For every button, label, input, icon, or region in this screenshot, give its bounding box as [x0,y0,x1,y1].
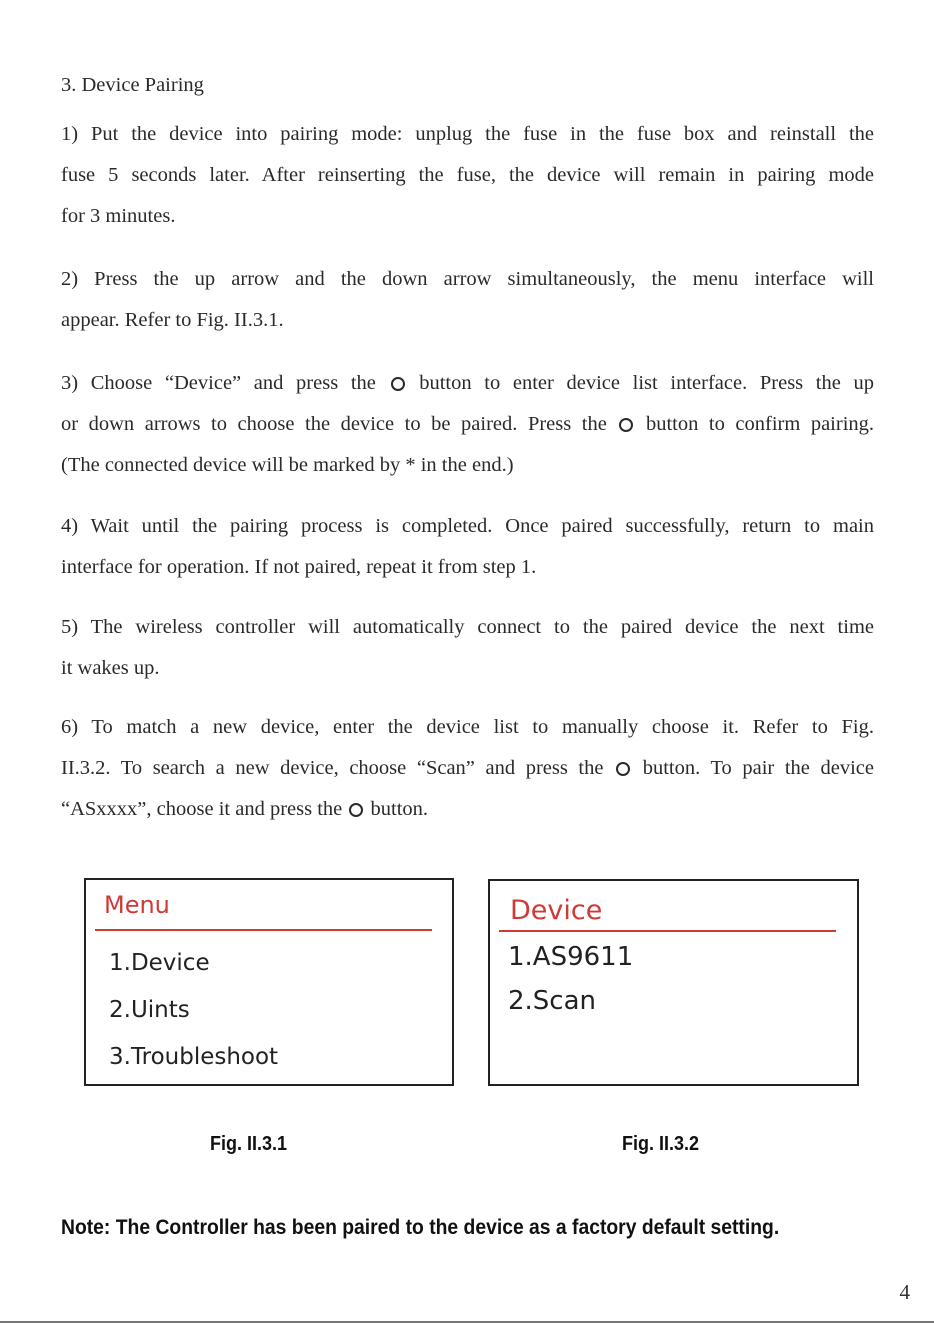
paragraph-6-line [61,789,874,830]
paragraph-2-line: appear. Refer to Fig. II.3.1. [61,309,284,331]
paragraph-6-line [61,748,874,789]
circle-button-icon [616,762,630,776]
paragraph-3-line [61,363,874,404]
device-screen-figure [488,879,859,1086]
paragraph-3-text: button to confirm pairing. [645,413,875,435]
paragraph-6 [61,707,874,830]
paragraph-3-line: (The connected device will be marked by * in the end.) [61,454,514,476]
menu-item-troubleshoot: 3.Troubleshoot [109,1044,279,1070]
paragraph-4-line: interface for operation. If not paired, repeat it from step 1. [61,556,537,578]
paragraph-3-text: or down arrows to choose the device to be paired. Press the [61,413,607,435]
figure-caption-1: Fig. II.3.1 [210,1133,288,1155]
menu-screen-divider [95,929,432,931]
section-title: 3. Device Pairing [61,74,204,96]
menu-screen-figure [84,878,454,1086]
paragraph-1-line: 1) Put the device into pairing mode: unplug the fuse in the fuse box and reinstall the [61,123,874,145]
paragraph-4-line: 4) Wait until the pairing process is completed. Once paired successfully, return to main [61,515,874,537]
paragraph-5-line: 5) The wireless controller will automatically connect to the paired device the next time [61,616,874,638]
paragraph-5 [61,607,874,689]
paragraph-6-text: II.3.2. To search a new device, choose “Scan” and press the [61,757,604,779]
paragraph-6-text: button. To pair the device [642,757,875,779]
paragraph-3-text: 3) Choose “Device” and press the [61,372,376,394]
paragraph-6-line: 6) To match a new device, enter the device list to manually choose it. Refer to Fig. [61,716,874,738]
paragraph-1-line: fuse 5 seconds later. After reinserting the fuse, the device will remain in pairing mode [61,164,874,186]
paragraph-3 [61,363,874,486]
device-screen-divider [499,930,836,932]
factory-default-note: Note: The Controller has been paired to the device as a factory default setting. [61,1216,780,1239]
paragraph-2 [61,259,874,341]
menu-screen-title: Menu [104,891,170,919]
paragraph-3-line [61,404,874,445]
paragraph-3-text: button to enter device list interface. Press the up [419,372,875,394]
circle-button-icon [391,377,405,391]
circle-button-icon [619,418,633,432]
device-item-scan: 2.Scan [508,986,597,1016]
menu-item-units: 2.Uints [109,997,190,1023]
device-item-as9611: 1.AS9611 [508,942,634,972]
circle-button-icon [349,803,363,817]
paragraph-6-text: “ASxxxx”, choose it and press the [61,798,343,820]
page-number: 4 [899,1280,910,1304]
menu-item-device: 1.Device [109,950,210,976]
paragraph-5-line: it wakes up. [61,657,160,679]
paragraph-6-text: button. [370,798,429,820]
paragraph-2-line: 2) Press the up arrow and the down arrow simultaneously, the menu interface will [61,268,874,290]
paragraph-1 [61,114,874,237]
device-screen-title: Device [510,895,603,926]
paragraph-1-line: for 3 minutes. [61,205,176,227]
figure-caption-2: Fig. II.3.2 [622,1133,700,1155]
paragraph-4 [61,506,874,588]
